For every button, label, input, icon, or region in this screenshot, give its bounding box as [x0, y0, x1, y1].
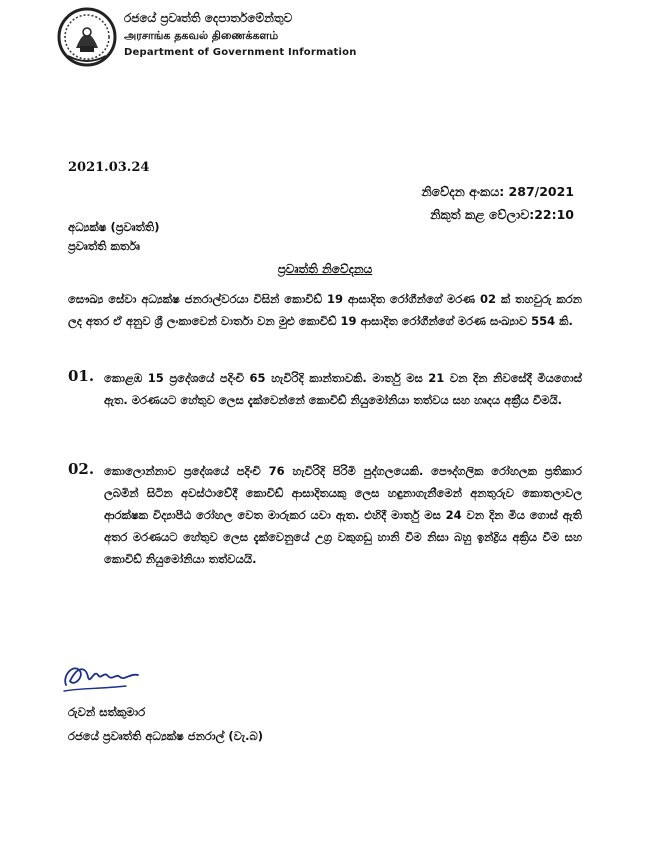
signatory-block [68, 700, 263, 748]
signatory-name: රුවන් සත්කුමාර [68, 705, 146, 719]
addressee-line-2: ප්‍රවෘත්ති කර්තෘ [68, 239, 140, 253]
signature-image [60, 655, 150, 695]
item-text: කොළඹ 15 ප්‍රදේශයේ පදිංචි 65 හැවිරිදි කාන්තාවකි. මාර්තු මස 21 වන දින නිවසේදී මියගොස් ඇත. මරණයට හේතුව ලෙස දැක්වෙන්නේ කොවිඩ් නියුමෝනියා තත්වය සහ හෘදය අක්‍රීය වීමයි. [104, 371, 582, 407]
release-time: නිකුත් කළ වේලාව:22:10 [430, 207, 574, 222]
subject-text: ප්‍රවෘත්ති නිවේදනය [277, 262, 373, 276]
header-sinhala: රජයේ ප්‍රවෘත්ති දෙපාර්තමේන්තුව [124, 11, 293, 25]
release-number: නිවේදන අංකය: 287/2021 [421, 184, 574, 199]
header-english: Department of Government Information [124, 47, 357, 58]
addressee-line-1: අධ්‍යක්ෂ (ප්‍රවෘත්ති) [68, 220, 160, 234]
header-tamil: அரசாங்க தகவல் திணைக்களம் [124, 29, 279, 42]
list-item [68, 460, 582, 570]
reference-block [421, 180, 574, 226]
subject-heading [0, 258, 650, 277]
department-header [124, 10, 357, 61]
addressee [68, 218, 159, 256]
item-number: 02. [68, 460, 95, 478]
list-item [68, 367, 582, 411]
signatory-title: රජයේ ප්‍රවෘත්ති අධ්‍යක්ෂ ජනරාල් (වැ.බ) [68, 729, 264, 743]
item-text: කොලොන්නාව ප්‍රදේශයේ පදිංචි 76 හැවිරිදි පිරිමි පුද්ගලයෙකි. පෞද්ගලික රෝහලක ප්‍රතිකාර ලබමින් සිටින අවස්ථාවේදී කොවිඩ් ආසාදිතයකු ලෙස හඳුනාගැනීමෙන් අනතුරුව කොතලාවල ආරක්ෂක විද්‍යාපීඨ රෝහල වෙත මාරුකර යවා ඇත. එහිදී මාර්තු මස 24 වන දින මිය ගොස් ඇති අතර මරණයට හේතුව ලෙස දැක්වෙනුයේ උග්‍ර වකුගඩු හානි වීම නිසා බහු ඉන්ද්‍රිය අක්‍රිය වීම සහ කොවිඩ් නියුමෝනියා තත්වයයි. [104, 464, 582, 566]
release-date: 2021.03.24 [68, 160, 150, 175]
sri-lanka-emblem-icon [56, 6, 118, 68]
item-number: 01. [68, 367, 95, 385]
intro-paragraph: සෞඛ්‍ය සේවා අධ්‍යක්ෂ ජනරාල්වරයා විසින් කොවිඩ් 19 ආසාදිත රෝගීන්ගේ මරණ 02 ක් තහවුරු කරන ලද අතර ඒ අනුව ශ්‍රී ලංකාවෙන් වාර්තා වන මුළු කොවිඩ් 19 ආසාදිත රෝගීන්ගේ මරණ සංඛ්‍යාව 554 කි. [68, 292, 582, 328]
